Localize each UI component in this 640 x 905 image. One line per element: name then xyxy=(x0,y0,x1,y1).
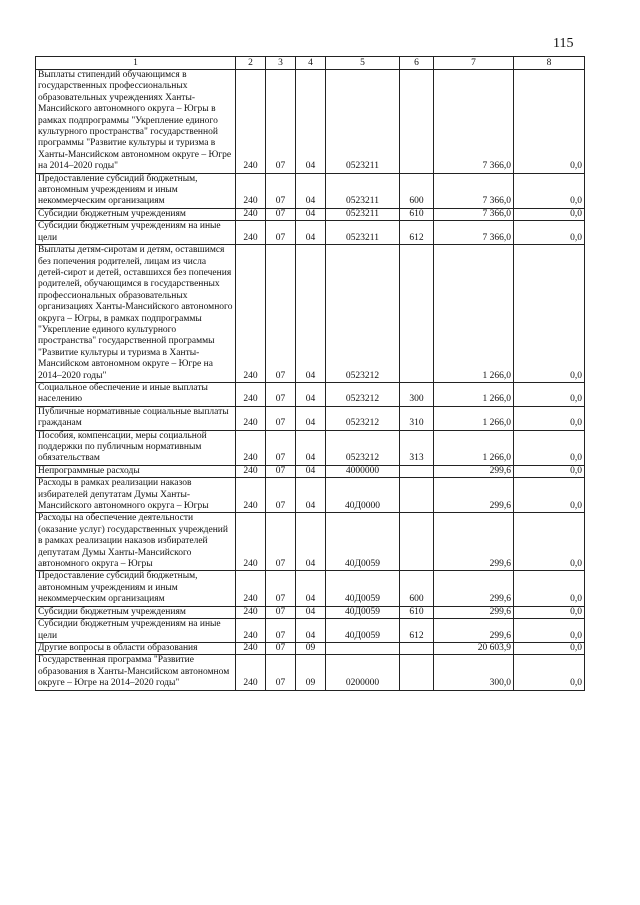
column-header: 2 xyxy=(236,57,266,70)
subsection-code: 09 xyxy=(296,642,326,654)
ministry-code: 240 xyxy=(236,382,266,406)
amount: 1 266,0 xyxy=(434,245,514,383)
expense-name: Субсидии бюджетным учреждениям на иные цели xyxy=(36,221,236,245)
amount: 1 266,0 xyxy=(434,430,514,465)
expense-type-code: 600 xyxy=(400,173,434,208)
table-row xyxy=(36,406,585,430)
column-header: 1 xyxy=(36,57,236,70)
ministry-code: 240 xyxy=(236,513,266,571)
subsection-code: 04 xyxy=(296,173,326,208)
target-item-code: 0523211 xyxy=(326,70,400,174)
expense-type-code xyxy=(400,513,434,571)
section-code: 07 xyxy=(266,465,296,477)
target-item-code: 0523212 xyxy=(326,245,400,383)
section-code: 07 xyxy=(266,655,296,690)
table-row xyxy=(36,606,585,618)
column-header: 5 xyxy=(326,57,400,70)
subsection-code: 04 xyxy=(296,406,326,430)
table-row xyxy=(36,382,585,406)
amount: 7 366,0 xyxy=(434,70,514,174)
expense-name: Расходы на обеспечение деятельности (оказание услуг) государственных учреждений в рамках реализации наказов избирателей депутатам Думы Ханты-Мансийского автономного округа – Югры xyxy=(36,513,236,571)
section-code: 07 xyxy=(266,606,296,618)
column-header: 3 xyxy=(266,57,296,70)
table-row xyxy=(36,245,585,383)
expense-type-code: 610 xyxy=(400,208,434,220)
target-item-code: 0523211 xyxy=(326,221,400,245)
amount-federal: 0,0 xyxy=(514,221,585,245)
subsection-code: 04 xyxy=(296,465,326,477)
subsection-code: 04 xyxy=(296,478,326,513)
target-item-code: 0523212 xyxy=(326,406,400,430)
expense-type-code xyxy=(400,465,434,477)
target-item-code: 40Д0059 xyxy=(326,606,400,618)
expense-name: Расходы в рамках реализации наказов избирателей депутатам Думы Ханты-Мансийского автономного округа – Югры xyxy=(36,478,236,513)
expense-name: Непрограммные расходы xyxy=(36,465,236,477)
table-row xyxy=(36,619,585,643)
table-row xyxy=(36,571,585,606)
amount: 300,0 xyxy=(434,655,514,690)
table-row xyxy=(36,221,585,245)
amount: 299,6 xyxy=(434,571,514,606)
ministry-code: 240 xyxy=(236,221,266,245)
subsection-code: 09 xyxy=(296,655,326,690)
amount: 299,6 xyxy=(434,619,514,643)
expense-name: Государственная программа "Развитие образования в Ханты-Мансийском автономном округе – Югре на 2014–2020 годы" xyxy=(36,655,236,690)
expense-name: Другие вопросы в области образования xyxy=(36,642,236,654)
amount: 299,6 xyxy=(434,606,514,618)
expense-type-code xyxy=(400,70,434,174)
subsection-code: 04 xyxy=(296,513,326,571)
expense-name: Предоставление субсидий бюджетным, автономным учреждениям и иным некоммерческим организациям xyxy=(36,173,236,208)
column-header: 8 xyxy=(514,57,585,70)
header-row xyxy=(36,57,585,70)
section-code: 07 xyxy=(266,221,296,245)
target-item-code: 0523212 xyxy=(326,382,400,406)
amount-federal: 0,0 xyxy=(514,208,585,220)
amount: 7 366,0 xyxy=(434,221,514,245)
section-code: 07 xyxy=(266,571,296,606)
expense-type-code xyxy=(400,655,434,690)
expense-name: Выплаты детям-сиротам и детям, оставшимся без попечения родителей, лицам из числа детей-сирот и детей, оставшихся без попечения родителей, обучающимся в государственных профессиональных образовательных организациях Ханты-Мансийского автономного округа – Югры, в рамках подпрограммы "Укрепление единого культурного пространства" государственной программы "Развитие культуры и туризма в Ханты-Мансийском автономном округе – Югре на 2014–2020 годы" xyxy=(36,245,236,383)
expense-name: Субсидии бюджетным учреждениям xyxy=(36,208,236,220)
target-item-code: 40Д0059 xyxy=(326,571,400,606)
subsection-code: 04 xyxy=(296,382,326,406)
section-code: 07 xyxy=(266,642,296,654)
target-item-code: 40Д0059 xyxy=(326,619,400,643)
ministry-code: 240 xyxy=(236,571,266,606)
amount-federal: 0,0 xyxy=(514,606,585,618)
target-item-code: 0200000 xyxy=(326,655,400,690)
expense-type-code xyxy=(400,642,434,654)
amount-federal: 0,0 xyxy=(514,173,585,208)
amount-federal: 0,0 xyxy=(514,642,585,654)
ministry-code: 240 xyxy=(236,406,266,430)
amount: 1 266,0 xyxy=(434,406,514,430)
expense-name: Публичные нормативные социальные выплаты гражданам xyxy=(36,406,236,430)
expense-type-code: 600 xyxy=(400,571,434,606)
subsection-code: 04 xyxy=(296,571,326,606)
target-item-code: 4000000 xyxy=(326,465,400,477)
subsection-code: 04 xyxy=(296,70,326,174)
expense-type-code xyxy=(400,478,434,513)
amount-federal: 0,0 xyxy=(514,513,585,571)
expense-type-code: 612 xyxy=(400,619,434,643)
ministry-code: 240 xyxy=(236,208,266,220)
amount-federal: 0,0 xyxy=(514,382,585,406)
amount-federal: 0,0 xyxy=(514,655,585,690)
table-row xyxy=(36,430,585,465)
subsection-code: 04 xyxy=(296,245,326,383)
target-item-code xyxy=(326,642,400,654)
section-code: 07 xyxy=(266,208,296,220)
subsection-code: 04 xyxy=(296,208,326,220)
table-row xyxy=(36,208,585,220)
amount-federal: 0,0 xyxy=(514,478,585,513)
table-row xyxy=(36,642,585,654)
expense-type-code: 300 xyxy=(400,382,434,406)
amount-federal: 0,0 xyxy=(514,70,585,174)
amount-federal: 0,0 xyxy=(514,406,585,430)
table-row xyxy=(36,478,585,513)
amount-federal: 0,0 xyxy=(514,571,585,606)
expense-type-code: 310 xyxy=(400,406,434,430)
section-code: 07 xyxy=(266,406,296,430)
section-code: 07 xyxy=(266,430,296,465)
amount: 1 266,0 xyxy=(434,382,514,406)
column-header: 4 xyxy=(296,57,326,70)
section-code: 07 xyxy=(266,513,296,571)
expense-type-code: 612 xyxy=(400,221,434,245)
subsection-code: 04 xyxy=(296,221,326,245)
expense-type-code: 313 xyxy=(400,430,434,465)
table-row xyxy=(36,70,585,174)
expense-name: Пособия, компенсации, меры социальной поддержки по публичным нормативным обязательствам xyxy=(36,430,236,465)
ministry-code: 240 xyxy=(236,70,266,174)
column-header: 6 xyxy=(400,57,434,70)
subsection-code: 04 xyxy=(296,430,326,465)
expense-type-code xyxy=(400,245,434,383)
target-item-code: 0523212 xyxy=(326,430,400,465)
expense-name: Субсидии бюджетным учреждениям на иные цели xyxy=(36,619,236,643)
section-code: 07 xyxy=(266,619,296,643)
amount: 20 603,9 xyxy=(434,642,514,654)
ministry-code: 240 xyxy=(236,245,266,383)
target-item-code: 40Д0059 xyxy=(326,513,400,571)
budget-table xyxy=(35,56,585,691)
ministry-code: 240 xyxy=(236,619,266,643)
target-item-code: 0523211 xyxy=(326,173,400,208)
table-row xyxy=(36,465,585,477)
amount: 7 366,0 xyxy=(434,208,514,220)
expense-name: Социальное обеспечение и иные выплаты населению xyxy=(36,382,236,406)
target-item-code: 40Д0000 xyxy=(326,478,400,513)
subsection-code: 04 xyxy=(296,606,326,618)
amount: 299,6 xyxy=(434,513,514,571)
section-code: 07 xyxy=(266,173,296,208)
section-code: 07 xyxy=(266,70,296,174)
ministry-code: 240 xyxy=(236,430,266,465)
ministry-code: 240 xyxy=(236,478,266,513)
ministry-code: 240 xyxy=(236,465,266,477)
amount: 7 366,0 xyxy=(434,173,514,208)
table-row xyxy=(36,655,585,690)
amount-federal: 0,0 xyxy=(514,465,585,477)
expense-name: Выплаты стипендий обучающимся в государственных профессиональных образовательных учреждениях Ханты-Мансийского автономного округа – Югры в рамках подпрограммы "Укрепление единого культурного пространства" государственной программы "Развитие культуры и туризма в Ханты-Мансийском автономном округе – Югре на 2014–2020 годы" xyxy=(36,70,236,174)
section-code: 07 xyxy=(266,478,296,513)
table-row xyxy=(36,513,585,571)
section-code: 07 xyxy=(266,382,296,406)
ministry-code: 240 xyxy=(236,642,266,654)
amount-federal: 0,0 xyxy=(514,245,585,383)
amount-federal: 0,0 xyxy=(514,619,585,643)
ministry-code: 240 xyxy=(236,173,266,208)
page-number: 115 xyxy=(553,36,574,51)
amount: 299,6 xyxy=(434,478,514,513)
target-item-code: 0523211 xyxy=(326,208,400,220)
amount: 299,6 xyxy=(434,465,514,477)
column-header: 7 xyxy=(434,57,514,70)
ministry-code: 240 xyxy=(236,606,266,618)
table-row xyxy=(36,173,585,208)
amount-federal: 0,0 xyxy=(514,430,585,465)
subsection-code: 04 xyxy=(296,619,326,643)
section-code: 07 xyxy=(266,245,296,383)
expense-type-code: 610 xyxy=(400,606,434,618)
expense-name: Предоставление субсидий бюджетным, автономным учреждениям и иным некоммерческим организациям xyxy=(36,571,236,606)
expense-name: Субсидии бюджетным учреждениям xyxy=(36,606,236,618)
ministry-code: 240 xyxy=(236,655,266,690)
